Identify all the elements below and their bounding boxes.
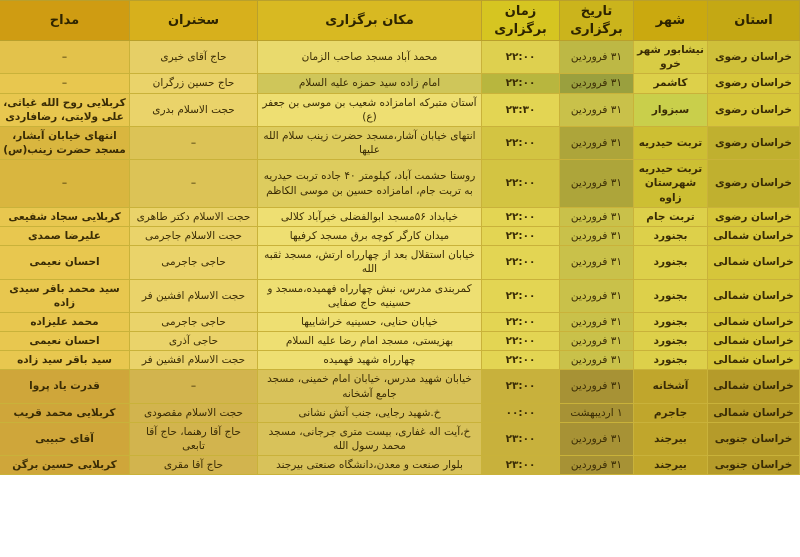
table-row [0, 226, 800, 245]
cell-maddah: احسان نعیمی [0, 332, 130, 351]
table-row [0, 332, 800, 351]
cell-sokhanran: حاج آقا مقری [130, 456, 258, 475]
cell-sokhanran: حاج آقای خیری [130, 41, 258, 74]
table-row [0, 207, 800, 226]
cell-tarikh: ۳۱ فروردین [560, 312, 634, 331]
cell-maddah: علیرضا صمدی [0, 226, 130, 245]
cell-zaman: ۲۲:۰۰ [482, 126, 560, 159]
cell-shahr: کاشمر [634, 74, 708, 93]
cell-zaman: ۲۳:۳۰ [482, 93, 560, 126]
cell-tarikh: ۳۱ فروردین [560, 74, 634, 93]
column-header-shahr: شهر [634, 1, 708, 41]
cell-maddah: آقای حبیبی [0, 422, 130, 455]
cell-makan: میدان کارگر کوچه برق مسجد کرفیها [258, 226, 482, 245]
cell-ostan: خراسان رضوی [708, 160, 800, 208]
cell-maddah: – [0, 160, 130, 208]
cell-ostan: خراسان شمالی [708, 312, 800, 331]
cell-maddah: محمد علیزاده [0, 312, 130, 331]
cell-tarikh: ۳۱ فروردین [560, 279, 634, 312]
cell-tarikh: ۳۱ فروردین [560, 332, 634, 351]
column-header-sokhanran: سخنران [130, 1, 258, 41]
cell-maddah: کربلایی روح الله غیاثی، علی ولایتی، رضافاردی [0, 93, 130, 126]
cell-ostan: خراسان رضوی [708, 207, 800, 226]
cell-tarikh: ۳۱ فروردین [560, 126, 634, 159]
cell-sokhanran: – [130, 370, 258, 403]
cell-zaman: ۲۲:۰۰ [482, 332, 560, 351]
cell-zaman: ۰۰:۰۰ [482, 403, 560, 422]
cell-ostan: خراسان جنوبی [708, 422, 800, 455]
cell-zaman: ۲۲:۰۰ [482, 351, 560, 370]
cell-ostan: خراسان شمالی [708, 226, 800, 245]
cell-ostan: خراسان رضوی [708, 126, 800, 159]
cell-maddah: قدرت یاد پروا [0, 370, 130, 403]
cell-maddah: کربلایی سجاد شفیعی [0, 207, 130, 226]
cell-zaman: ۲۲:۰۰ [482, 246, 560, 279]
cell-ostan: خراسان شمالی [708, 332, 800, 351]
table-header-row [0, 1, 800, 41]
cell-makan: محمد آباد مسجد صاحب الزمان [258, 41, 482, 74]
cell-ostan: خراسان شمالی [708, 246, 800, 279]
table-row [0, 93, 800, 126]
cell-sokhanran: حاجی جاجرمی [130, 312, 258, 331]
cell-sokhanran: حجت الاسلام افشین فر [130, 279, 258, 312]
cell-zaman: ۲۲:۰۰ [482, 74, 560, 93]
cell-makan: آستان متبرکه امامزاده شعیب بن موسی بن جعفر (ع) [258, 93, 482, 126]
cell-makan: روستا حشمت آباد، کیلومتر ۴۰ جاده تربت حیدریه به تربت جام، امامزاده حسین بن موسی الکاظم [258, 160, 482, 208]
cell-shahr: سبزوار [634, 93, 708, 126]
cell-tarikh: ۳۱ فروردین [560, 41, 634, 74]
cell-tarikh: ۳۱ فروردین [560, 456, 634, 475]
column-header-ostan: استان [708, 1, 800, 41]
table-row [0, 422, 800, 455]
cell-shahr: تربت حیدریه [634, 126, 708, 159]
cell-maddah: – [0, 41, 130, 74]
cell-maddah: انتهای خیابان آبشار، مسجد حضرت زینب(س) [0, 126, 130, 159]
cell-zaman: ۲۳:۰۰ [482, 422, 560, 455]
cell-sokhanran: – [130, 160, 258, 208]
table-row [0, 246, 800, 279]
cell-makan: چهارراه شهید فهمیده [258, 351, 482, 370]
cell-maddah: کربلایی محمد قریب [0, 403, 130, 422]
column-header-maddah: مداح [0, 1, 130, 41]
cell-zaman: ۲۲:۰۰ [482, 41, 560, 74]
cell-sokhanran: حاج حسین زرگران [130, 74, 258, 93]
cell-shahr: بجنورد [634, 246, 708, 279]
cell-zaman: ۲۲:۰۰ [482, 207, 560, 226]
cell-maddah: سید محمد باقر سیدی زاده [0, 279, 130, 312]
cell-tarikh: ۳۱ فروردین [560, 93, 634, 126]
cell-shahr: جاجرم [634, 403, 708, 422]
cell-sokhanran: حجت الاسلام جاجرمی [130, 226, 258, 245]
cell-maddah: – [0, 74, 130, 93]
cell-tarikh: ۱ اردیبهشت [560, 403, 634, 422]
table-row [0, 370, 800, 403]
table-row [0, 403, 800, 422]
cell-ostan: خراسان جنوبی [708, 456, 800, 475]
cell-ostan: خراسان شمالی [708, 279, 800, 312]
cell-sokhanran: حجت الاسلام مقصودی [130, 403, 258, 422]
cell-shahr: آشخانه [634, 370, 708, 403]
cell-makan: خیابان حنایی، حسینیه خراشاییها [258, 312, 482, 331]
cell-zaman: ۲۲:۰۰ [482, 312, 560, 331]
cell-makan: خ،آیت اله غفاری، بیست متری جرجانی، مسجد محمد رسول الله [258, 422, 482, 455]
cell-tarikh: ۳۱ فروردین [560, 351, 634, 370]
cell-zaman: ۲۲:۰۰ [482, 226, 560, 245]
cell-tarikh: ۳۱ فروردین [560, 226, 634, 245]
table-row [0, 279, 800, 312]
cell-tarikh: ۳۱ فروردین [560, 246, 634, 279]
cell-shahr: بجنورد [634, 226, 708, 245]
cell-zaman: ۲۳:۰۰ [482, 456, 560, 475]
cell-zaman: ۲۲:۰۰ [482, 279, 560, 312]
cell-shahr: بیرجند [634, 456, 708, 475]
cell-zaman: ۲۲:۰۰ [482, 160, 560, 208]
table-row [0, 456, 800, 475]
cell-makan: بلوار صنعت و معدن،دانشگاه صنعتی بیرجند [258, 456, 482, 475]
cell-sokhanran: حاجی جاجرمی [130, 246, 258, 279]
cell-sokhanran: حجت الاسلام بدری [130, 93, 258, 126]
table-body [0, 41, 800, 475]
cell-sokhanran: حاج آقا رهنما، حاج آقا تابعی [130, 422, 258, 455]
cell-shahr: نیشابور شهر خرو [634, 41, 708, 74]
cell-makan: خیابداد ۵۶مسجد ابوالفضلی خیرآباد کلالی [258, 207, 482, 226]
cell-makan: بهزیستی، مسجد امام رضا علیه السلام [258, 332, 482, 351]
cell-makan: امام زاده سید حمزه علیه السلام [258, 74, 482, 93]
column-header-makan: مکان برگزاری [258, 1, 482, 41]
table-row [0, 126, 800, 159]
cell-shahr: بجنورد [634, 279, 708, 312]
cell-maddah: کربلایی حسین برگن [0, 456, 130, 475]
cell-sokhanran: – [130, 126, 258, 159]
cell-shahr: بیرجند [634, 422, 708, 455]
table-row [0, 41, 800, 74]
cell-tarikh: ۳۱ فروردین [560, 370, 634, 403]
table-row [0, 312, 800, 331]
cell-ostan: خراسان شمالی [708, 370, 800, 403]
cell-tarikh: ۳۱ فروردین [560, 207, 634, 226]
cell-makan: خیابان شهید مدرس، خیابان امام خمینی، مسجد جامع آشخانه [258, 370, 482, 403]
cell-shahr: بجنورد [634, 312, 708, 331]
table-row [0, 74, 800, 93]
column-header-zaman: زمان برگزاری [482, 1, 560, 41]
cell-makan: خیابان استقلال بعد از چهارراه ارتش، مسجد ثقبه الله [258, 246, 482, 279]
cell-sokhanran: حجت الاسلام دکتر طاهری [130, 207, 258, 226]
column-header-tarikh: تاریخ برگزاری [560, 1, 634, 41]
cell-ostan: خراسان رضوی [708, 41, 800, 74]
cell-makan: کمربندی مدرس، نبش چهارراه فهمیده،مسجد و حسینیه حاج صفایی [258, 279, 482, 312]
cell-shahr: بجنورد [634, 332, 708, 351]
cell-tarikh: ۳۱ فروردین [560, 422, 634, 455]
cell-ostan: خراسان شمالی [708, 351, 800, 370]
cell-sokhanran: حاجی آذری [130, 332, 258, 351]
cell-ostan: خراسان رضوی [708, 93, 800, 126]
cell-sokhanran: حجت الاسلام افشین فر [130, 351, 258, 370]
cell-shahr: تربت حیدریه شهرستان زاوه [634, 160, 708, 208]
cell-ostan: خراسان رضوی [708, 74, 800, 93]
cell-shahr: تربت جام [634, 207, 708, 226]
cell-maddah: احسان نعیمی [0, 246, 130, 279]
table-row [0, 160, 800, 208]
cell-makan: انتهای خیابان آشار،مسجد حضرت زینب سلام الله علیها [258, 126, 482, 159]
table-header [0, 1, 800, 41]
cell-ostan: خراسان شمالی [708, 403, 800, 422]
cell-tarikh: ۳۱ فروردین [560, 160, 634, 208]
cell-shahr: بجنورد [634, 351, 708, 370]
cell-zaman: ۲۳:۰۰ [482, 370, 560, 403]
cell-makan: خ.شهید رجایی، جنب آتش نشانی [258, 403, 482, 422]
table-row [0, 351, 800, 370]
cell-maddah: سید باقر سید زاده [0, 351, 130, 370]
